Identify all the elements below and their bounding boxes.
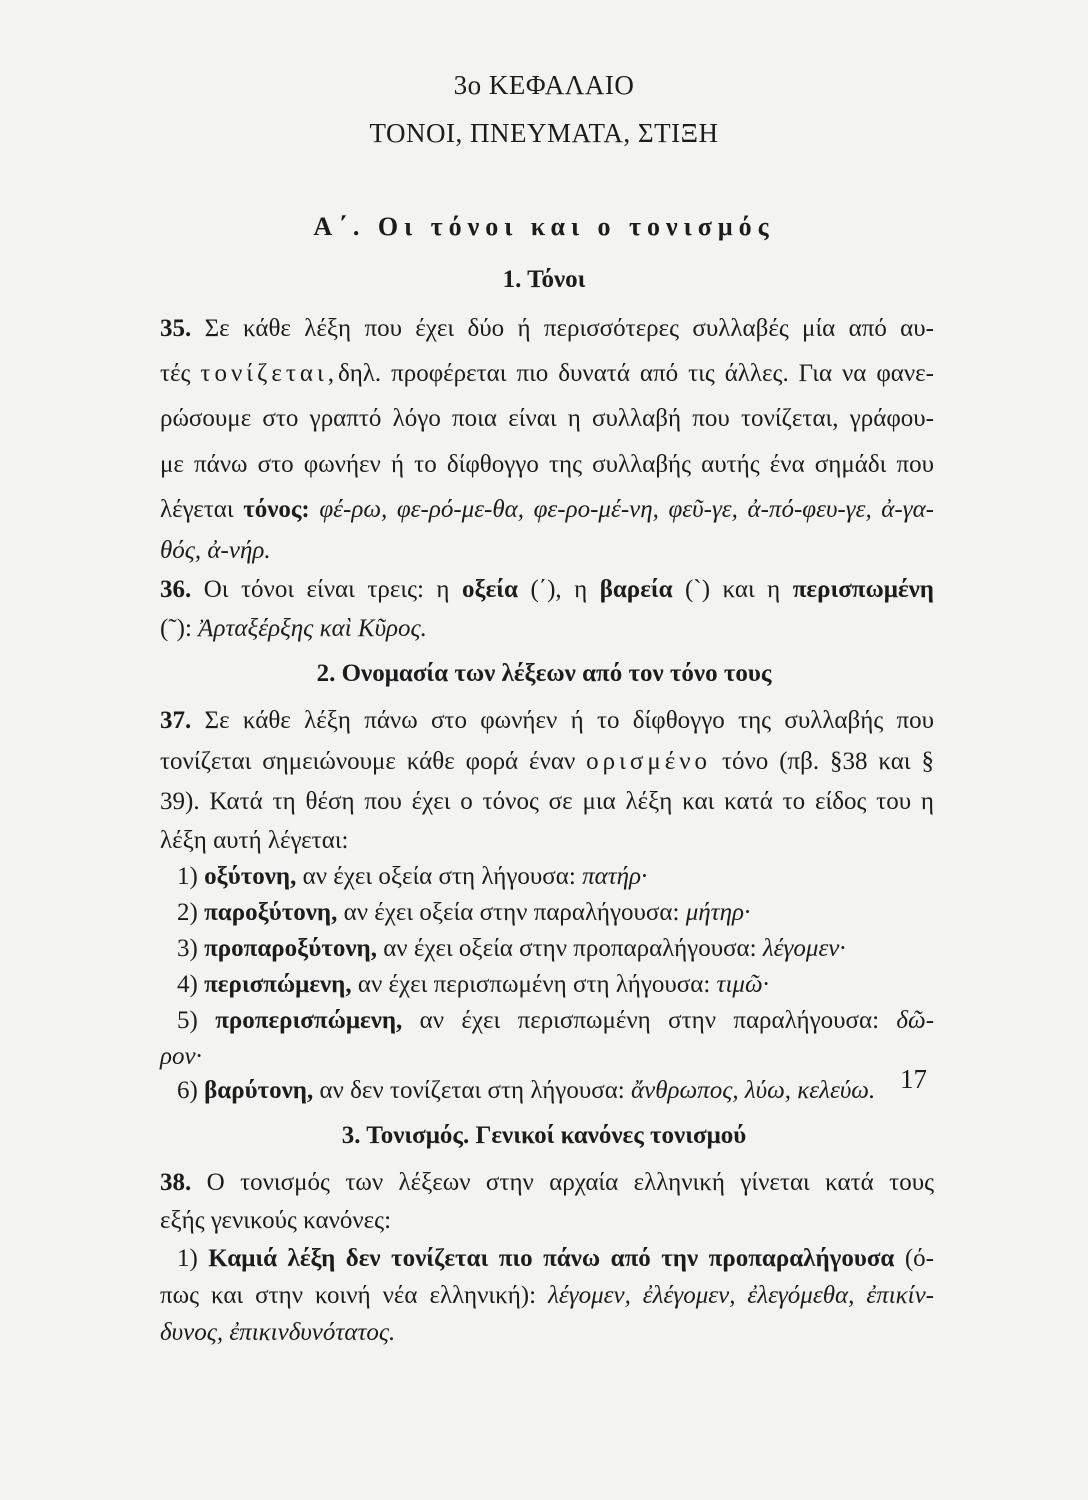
term-varytoni: βαρύτονη, (204, 1077, 314, 1104)
p35-number: 35. (160, 315, 192, 342)
p36-text: (`) και η (685, 576, 781, 603)
rule-1-line-3: δυνος, ἐπικινδυνότατος. (160, 1319, 396, 1346)
p37-number: 37. (160, 707, 192, 734)
list-item: 6) βαρύτονη, αν δεν τονίζεται στη λήγουσα: ἄνθρωπος, λύω, κελεύω. (177, 1077, 876, 1104)
rule-1-statement: Καμιά λέξη δεν τονίζεται πιο πάνω από την προπαραλήγουσα (208, 1245, 895, 1272)
p35-examples: φέ-ρω, φε-ρό-με-θα, φε-ρο-μέ-νη, φεῦ-γε, ἀ-πό-φευ-γε, ἀ-γα- (319, 496, 935, 523)
term-paroxytoni: παροξύτονη, (204, 899, 338, 926)
term-properispomeni: προπερισπώμενη, (215, 1007, 403, 1034)
p37-text: Σε κάθε λέξη πάνω στο φωνήεν ή το δίφθογγο της συλλαβής που (204, 707, 935, 734)
p37-line-3: 39). Κατά τη θέση που έχει ο τόνος σε μια λέξη και κατά το είδος του η (160, 788, 934, 815)
p36-text: Οι τόνοι είναι τρεις: η (203, 576, 450, 603)
p35-text: Σε κάθε λέξη που έχει δύο ή περισσότερες συλλαβές μία από αυ- (204, 315, 934, 342)
list-item: 4) περισπώμενη, αν έχει περισπωμένη στη λήγουσα: τιμῶ· (177, 971, 769, 998)
term-perispomeni: περισπώμενη, (204, 971, 352, 998)
p35-line-4: με πάνω στο φωνήεν ή το δίφθογγο της συλλαβής αυτής ένα σημάδι που (160, 451, 934, 478)
term-oxeia: οξεία (461, 576, 518, 603)
p35-line-6: θός, ἀ-νήρ. (160, 537, 271, 564)
p35-line-5 (160, 497, 934, 522)
page-number: 17 (900, 1064, 927, 1094)
term-perispomeni: περισπωμένη (792, 576, 934, 603)
list-item: 5) προπερισπώμενη, αν έχει περισπωμένη στην παραλήγουσα: δῶ- (177, 1007, 935, 1034)
p38-line-2: εξής γενικούς κανόνες: (160, 1207, 392, 1234)
rule-1-examples: λέγομεν, ἐλέγομεν, ἐλεγόμεθα, ἐπικίν- (548, 1282, 935, 1309)
p37-line-1 (160, 708, 934, 733)
rule-1-line-2: πως και στην κοινή νέα ελληνική): λέγομεν, ἐλέγομεν, ἐλεγόμεθα, ἐπικίν- (160, 1282, 935, 1309)
term-proparoxytoni: προπαροξύτονη, (204, 935, 377, 962)
chapter-number: 3ο ΚΕΦΑΛΑΙΟ (453, 70, 635, 100)
p36-example: Ἀρταξέρξης καὶ Κῦρος. (198, 615, 427, 642)
p37-line-2 (160, 749, 934, 774)
subheading-rules: 3. Τονισμός. Γενικοί κανόνες τονισμού (341, 1122, 747, 1149)
p35-spaced-word: τονίζεται, (200, 360, 338, 387)
p35-line-2 (160, 361, 934, 386)
subheading-naming: 2. Ονομασία των λέξεων από τον τόνο τους (316, 660, 772, 687)
p38-text: Ο τονισμός των λέξεων στην αρχαία ελληνική γίνεται κατά τους (206, 1169, 934, 1196)
p36-line-2 (160, 616, 934, 641)
p35-text: δηλ. προφέρεται πιο δυνατά από τις άλλες. Για να φανε- (337, 360, 934, 387)
p38-line-1 (160, 1170, 934, 1195)
section-title: Α΄. Οι τόνοι και ο τονισμός (313, 212, 775, 241)
p36-text: (΄), η (530, 576, 588, 603)
p35-line-1 (160, 316, 934, 341)
list-item: 2) παροξύτονη, αν έχει οξεία στην παραλήγουσα: μήτηρ· (177, 899, 751, 926)
p37-text: τόνο (πβ. §38 και § (721, 748, 935, 775)
p36-line-1 (160, 577, 934, 602)
p37-text: τονίζεται σημειώνουμε κάθε φορά έναν (160, 748, 576, 775)
term-oxytoni: οξύτονη, (204, 863, 297, 890)
p36-text: (῀): (160, 615, 192, 642)
p35-line-3: ρώσουμε στο γραπτό λόγο ποια είναι η συλλαβή που τονίζεται, γράφου- (160, 405, 934, 432)
rule-1-line-1: 1) Καμιά λέξη δεν τονίζεται πιο πάνω από την προπαραλήγουσα (ό- (177, 1245, 935, 1272)
term-vareia: βαρεία (599, 576, 673, 603)
list-item: 1) οξύτονη, αν έχει οξεία στη λήγουσα: πατήρ· (177, 863, 648, 890)
list-item: 3) προπαροξύτονη, αν έχει οξεία στην προπαραλήγουσα: λέγομεν· (177, 935, 846, 962)
chapter-title: ΤΟΝΟΙ, ΠΝΕΥΜΑΤΑ, ΣΤΙΞΗ (369, 118, 719, 148)
list-item-continuation: ρον· (160, 1043, 202, 1070)
p37-spaced-word: ορισμένο (586, 748, 712, 775)
term-tonos: τόνος: (243, 496, 310, 523)
p35-text: τές (160, 360, 191, 387)
subheading-tones: 1. Τόνοι (502, 266, 586, 293)
p38-number: 38. (160, 1169, 192, 1196)
p37-line-4: λέξη αυτή λέγεται: (160, 827, 349, 854)
p35-text: λέγεται (160, 496, 234, 523)
p36-number: 36. (160, 576, 192, 603)
